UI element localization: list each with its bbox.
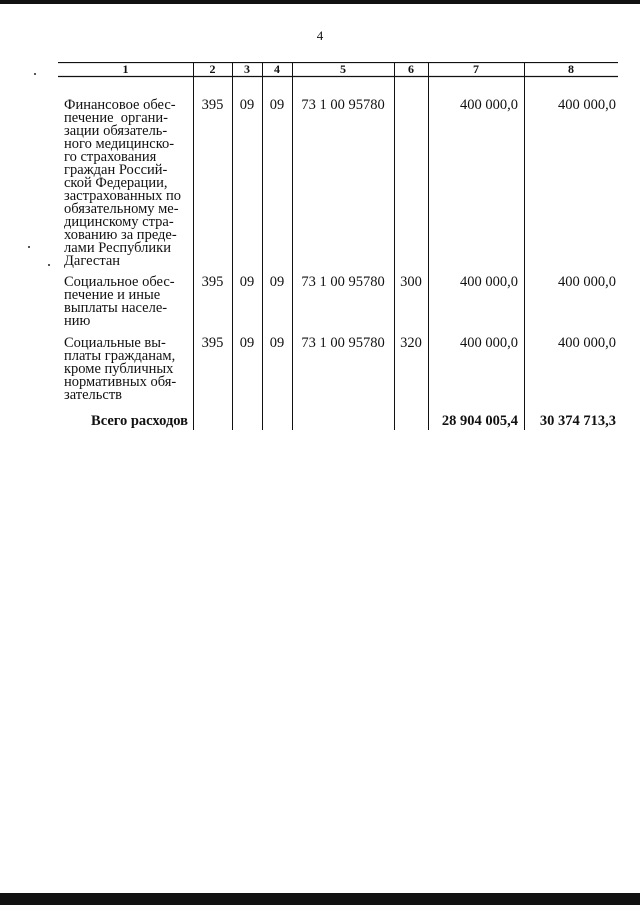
total-col-8: 30 374 713,3 [539, 413, 616, 429]
row-1-col-5: 73 1 00 95780 [301, 97, 385, 113]
row-2-col-2: 395 [201, 274, 224, 290]
col-header-3: 3 [244, 62, 250, 76]
row-3-col-4: 09 [269, 335, 285, 351]
budget-table [58, 62, 618, 430]
row-3-col-2: 395 [201, 335, 224, 351]
row-1-name: Финансовое обес- печение органи- зации обязатель- ного медицинско- го страхования граждан Россий- ской Федерации, застрахованных по обязательному ме- дицинскому стра- хованию за преде- лами Республики Дагестан [64, 97, 181, 269]
row-3-col-7: 400 000,0 [460, 335, 518, 351]
col-header-4: 4 [274, 62, 280, 76]
scan-edge-top [0, 0, 640, 4]
row-3-col-3: 09 [239, 335, 255, 351]
row-3-col-5: 73 1 00 95780 [301, 335, 385, 351]
row-3-col-6: 320 [400, 335, 422, 351]
scan-edge-bottom [0, 893, 640, 905]
row-1-col-3: 09 [239, 97, 255, 113]
row-1-col-4: 09 [269, 97, 285, 113]
col-header-8: 8 [568, 62, 574, 76]
row-1-col-7: 400 000,0 [460, 97, 518, 113]
row-3-name: Социальные вы- платы гражданам, кроме публичных нормативных обя- зательств [64, 335, 177, 403]
row-2-col-7: 400 000,0 [460, 274, 518, 290]
row-2-col-5: 73 1 00 95780 [301, 274, 385, 290]
row-3-col-8: 400 000,0 [558, 335, 616, 351]
scan-speck [28, 246, 30, 248]
row-2-name: Социальное обес- печение и иные выплаты населе- нию [64, 274, 175, 329]
row-1-col-8: 400 000,0 [558, 97, 616, 113]
col-header-5: 5 [340, 62, 346, 76]
scan-speck [34, 73, 36, 75]
col-header-6: 6 [408, 62, 414, 76]
page-number: 4 [316, 28, 324, 43]
total-col-7: 28 904 005,4 [441, 413, 518, 429]
row-2-col-6: 300 [400, 274, 422, 290]
col-header-2: 2 [209, 62, 216, 76]
row-2-col-3: 09 [239, 274, 255, 290]
col-header-7: 7 [473, 62, 479, 76]
row-2-col-4: 09 [269, 274, 285, 290]
total-label: Всего расходов [91, 413, 188, 429]
scan-speck [48, 264, 50, 266]
row-2-col-8: 400 000,0 [558, 274, 616, 290]
col-header-1: 1 [122, 62, 129, 76]
row-1-col-2: 395 [201, 97, 224, 113]
